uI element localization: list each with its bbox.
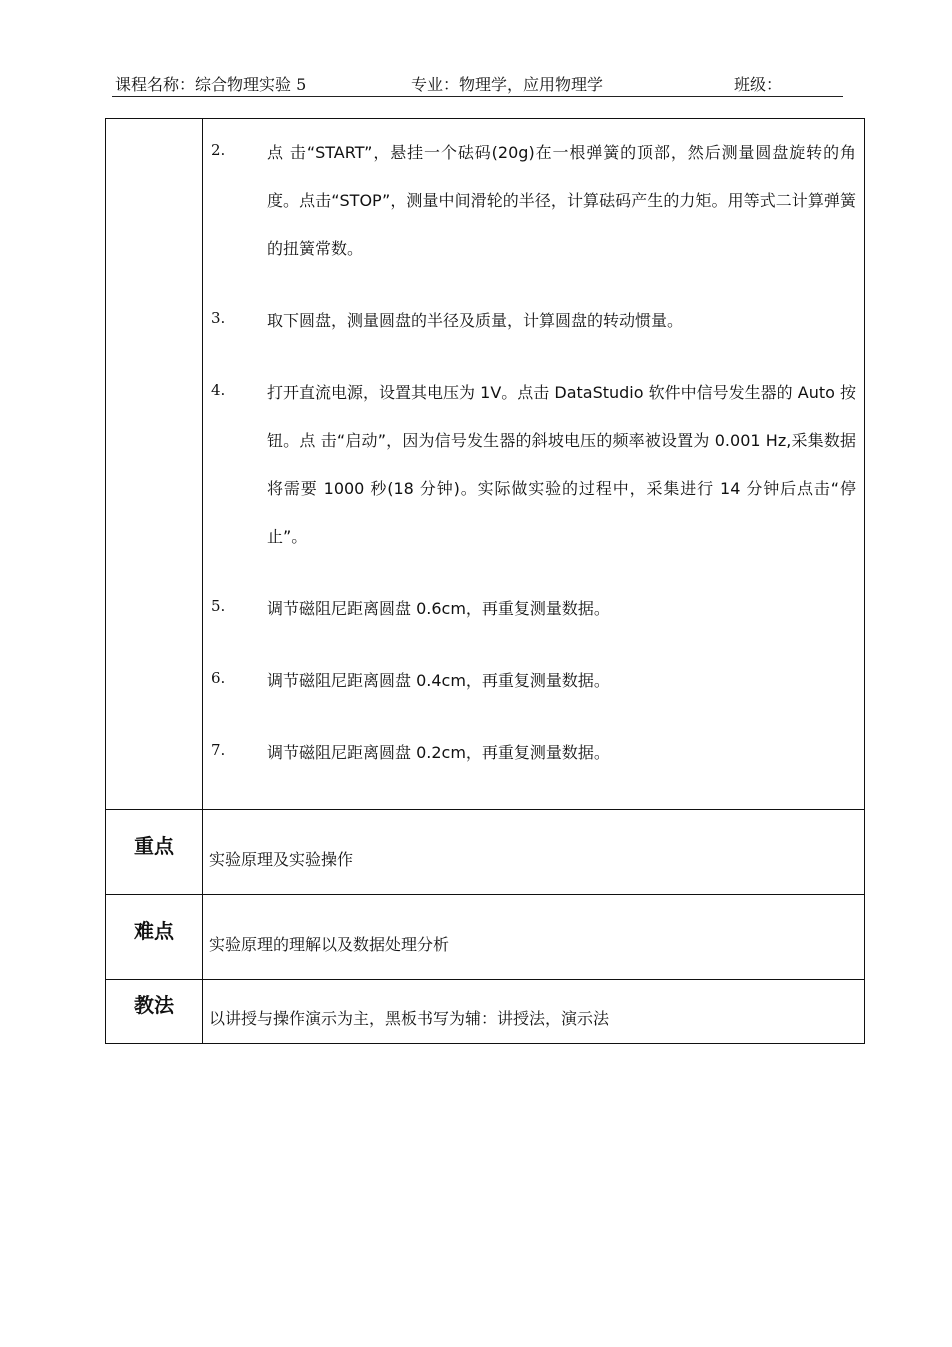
step-number: 6. [211,669,226,687]
step-item [203,369,864,561]
step-item [203,129,864,273]
lesson-table [105,118,865,1044]
step-list [203,119,864,809]
step-number: 2. [211,141,226,159]
step-item [203,585,864,633]
difficulties-label-text: 难点 [134,918,174,943]
step-number: 4. [211,381,226,399]
step-text: 调节磁阻尼距离圆盘 0.2cm，再重复测量数据。 [267,743,610,762]
key-points-row [106,810,865,895]
step-text: 调节磁阻尼距离圆盘 0.4cm，再重复测量数据。 [267,671,610,690]
teaching-method-row [106,980,865,1044]
key-points-label [106,810,203,895]
teaching-method-label [106,980,203,1044]
key-points-cell [203,810,865,895]
step-number: 7. [211,741,226,759]
steps-label-cell [106,119,203,810]
page-header [112,70,843,97]
step-text: 调节磁阻尼距离圆盘 0.6cm，再重复测量数据。 [267,599,610,618]
teaching-method-cell [203,980,865,1044]
step-item [203,297,864,345]
major: 专业：物理学，应用物理学 [411,75,604,94]
difficulties-text: 实验原理的理解以及数据处理分析 [209,934,450,954]
step-number: 5. [211,597,226,615]
steps-cell [203,119,865,810]
difficulties-label [106,895,203,980]
step-text: 打开直流电源，设置其电压为 1V。点击 DataStudio 软件中信号发生器的 Auto 按钮。点 击“启动”，因为信号发生器的斜坡电压的频率被设置为 0.001 Hz,采集数据将需要 1000 秒(18 分钟)。实际做实验的过程中，采集进行 14 分钟后点击“停止”。 [267,383,856,546]
class-label: 班级： [734,75,783,94]
teaching-method-label-text: 教法 [134,993,174,1017]
step-text: 点 击“START”，悬挂一个砝码(20g)在一根弹簧的顶部，然后测量圆盘旋转的角度。点击“STOP”，测量中间滑轮的半径，计算砝码产生的力矩。用等式二计算弹簧的扭簧常数。 [267,143,856,258]
step-item [203,729,864,777]
step-item [203,657,864,705]
steps-row [106,119,865,810]
difficulties-cell [203,895,865,980]
key-points-label-text: 重点 [134,833,174,858]
teaching-method-text: 以讲授与操作演示为主，黑板书写为辅：讲授法，演示法 [209,1009,610,1028]
step-text: 取下圆盘，测量圆盘的半径及质量，计算圆盘的转动惯量。 [267,311,684,330]
step-number: 3. [211,309,226,327]
difficulties-row [106,895,865,980]
key-points-text: 实验原理及实验操作 [209,849,354,869]
course-name: 课程名称：综合物理实验 5 [115,75,307,94]
